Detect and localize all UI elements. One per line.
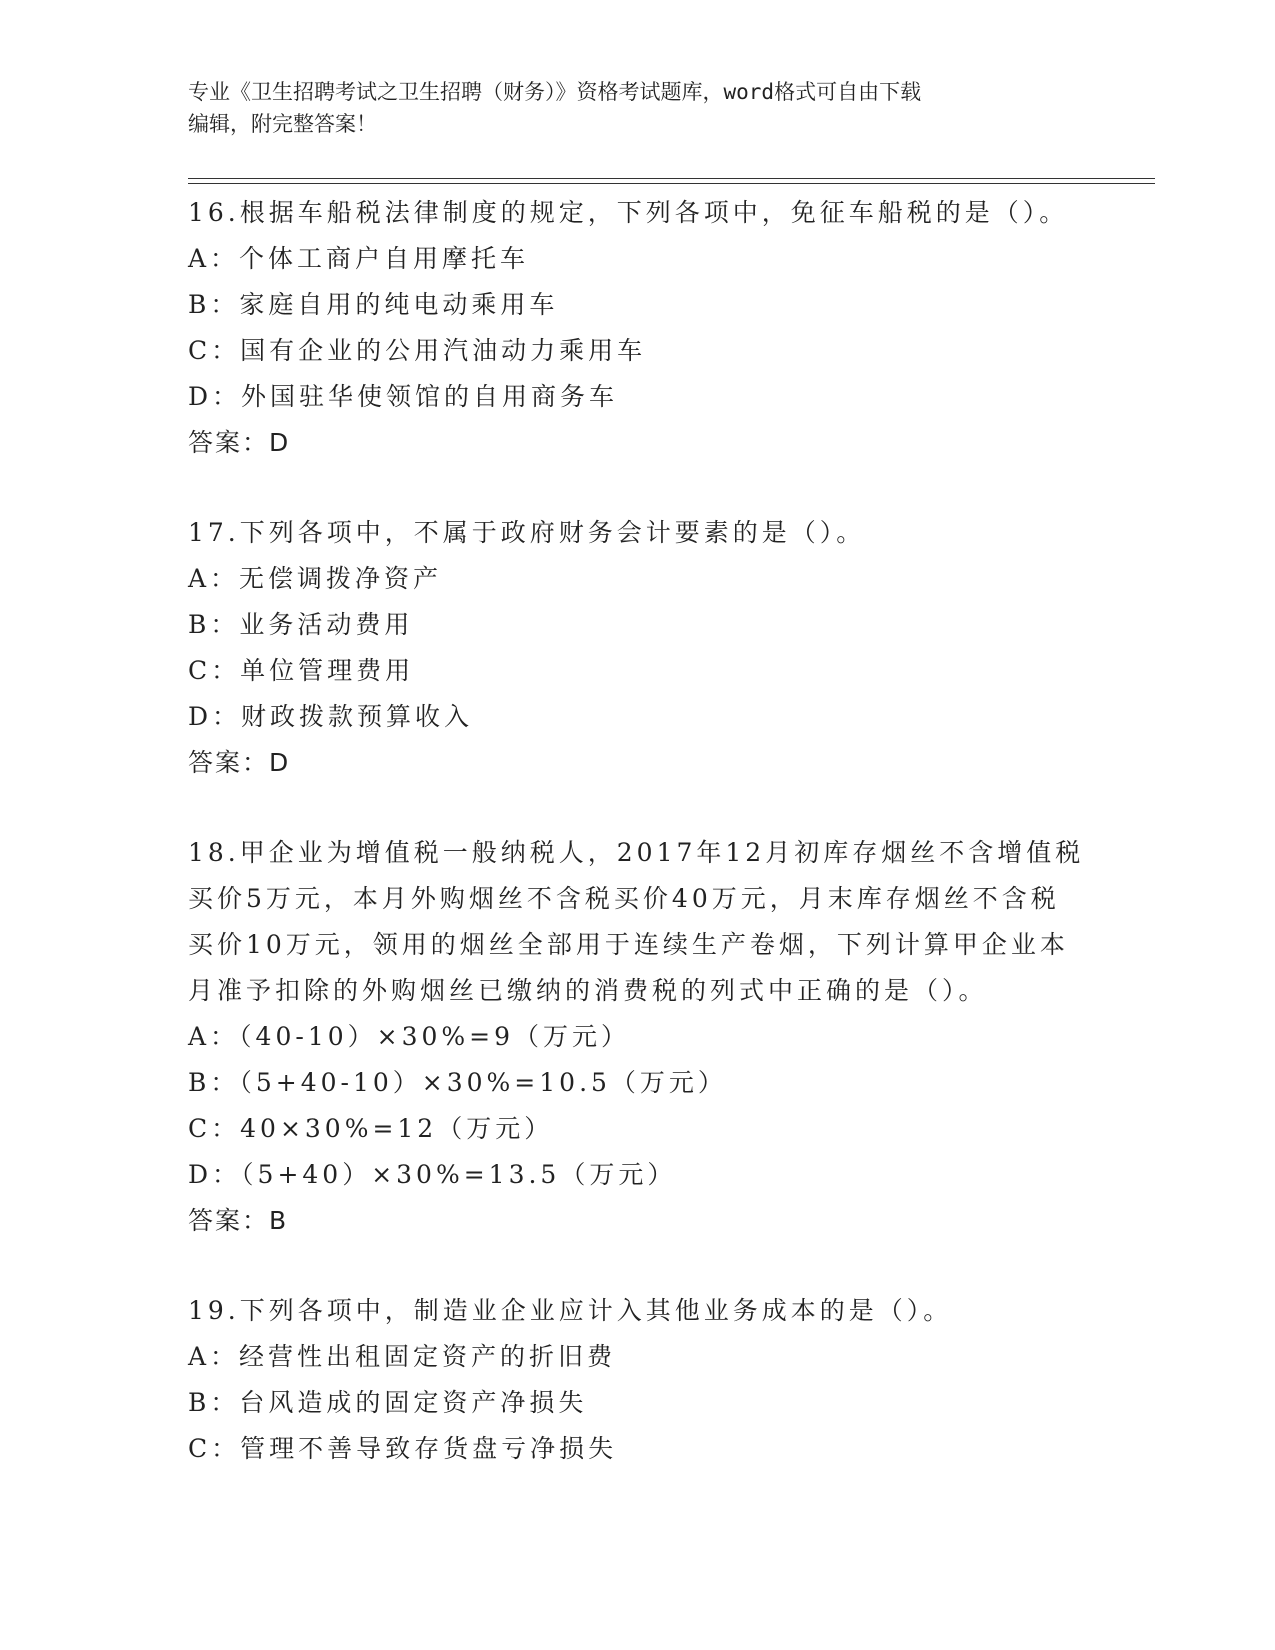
question-19 [188, 1288, 1088, 1472]
question-list [188, 190, 1088, 1472]
spacer [188, 786, 1088, 830]
answer: 答案：D [188, 748, 291, 777]
option-a: A：经营性出租固定资产的折旧费 [188, 1342, 617, 1371]
header-line-2: 编辑，附完整答案！ [188, 112, 377, 136]
question-17 [188, 510, 1088, 786]
option-c: C：单位管理费用 [188, 656, 415, 685]
question-18 [188, 830, 1088, 1244]
question-text-line-3: 买价10万元，领用的烟丝全部用于连续生产卷烟，下列计算甲企业本 [188, 930, 1069, 959]
spacer [188, 466, 1088, 510]
option-a: A：无偿调拨净资产 [188, 564, 443, 593]
question-text: 17.下列各项中，不属于政府财务会计要素的是（）。 [188, 518, 866, 547]
option-d: D：外国驻华使领馆的自用商务车 [188, 382, 619, 411]
option-c: C：40×30%=12（万元） [188, 1114, 554, 1143]
question-text-line-4: 月准予扣除的外购烟丝已缴纳的消费税的列式中正确的是（）。 [188, 976, 988, 1005]
option-d: D：财政拨款预算收入 [188, 702, 474, 731]
question-16 [188, 190, 1088, 466]
option-d: D：（5+40）×30%=13.5（万元） [188, 1160, 677, 1189]
document-header [188, 76, 1068, 140]
answer: 答案：B [188, 1206, 289, 1235]
option-c: C：国有企业的公用汽油动力乘用车 [188, 336, 647, 365]
question-text: 19.下列各项中，制造业企业应计入其他业务成本的是（）。 [188, 1296, 953, 1325]
question-text-line-2: 买价5万元，本月外购烟丝不含税买价40万元，月末库存烟丝不含税 [188, 884, 1060, 913]
question-text-line-1: 18.甲企业为增值税一般纳税人，2017年12月初库存烟丝不含增值税 [188, 838, 1085, 867]
option-b: B：家庭自用的纯电动乘用车 [188, 290, 559, 319]
answer: 答案：D [188, 428, 291, 457]
question-text: 16.根据车船税法律制度的规定，下列各项中，免征车船税的是（）。 [188, 198, 1069, 227]
option-c: C：管理不善导致存货盘亏净损失 [188, 1434, 618, 1463]
option-a: A：个体工商户自用摩托车 [188, 244, 530, 273]
option-b: B：（5+40-10）×30%=10.5（万元） [188, 1068, 727, 1097]
header-divider-bottom [188, 183, 1155, 184]
header-line-1: 专业《卫生招聘考试之卫生招聘（财务）》资格考试题库，word格式可自由下载 [188, 80, 922, 104]
spacer [188, 1244, 1088, 1288]
option-b: B：台风造成的固定资产净损失 [188, 1388, 588, 1417]
option-a: A：（40-10）×30%=9（万元） [188, 1022, 630, 1051]
option-b: B：业务活动费用 [188, 610, 414, 639]
header-divider-top [188, 178, 1155, 179]
